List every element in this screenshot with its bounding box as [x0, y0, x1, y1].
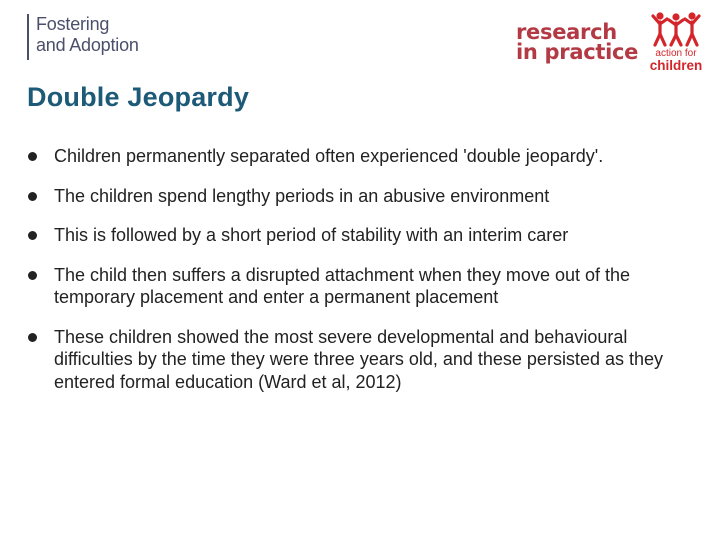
bullet-item: [27, 145, 667, 168]
logo-line-1: Fostering: [36, 14, 110, 34]
afc-line-1: action for: [655, 48, 697, 59]
bullet-text: This is followed by a short period of stability with an interim carer: [54, 225, 569, 245]
bullet-item: [27, 326, 667, 394]
action-for-children-logo: [646, 10, 706, 80]
research-in-practice-logo: [516, 22, 638, 62]
bullet-text: Children permanently separated often experienced 'double jeopardy'.: [54, 146, 604, 166]
bullet-text: The children spend lengthy periods in an abusive environment: [54, 185, 550, 206]
slide-title: Double Jeopardy: [27, 82, 250, 112]
children-figures-icon: [651, 10, 701, 48]
bullet-icon: [28, 333, 37, 342]
afc-line-2: children: [649, 58, 703, 73]
bullet-icon: [28, 152, 37, 161]
bullet-text: The child then suffers a disrupted attachment when they move out of the temporary placement and enter a permanent placement: [54, 264, 631, 307]
logo-line-2: and Adoption: [36, 35, 139, 55]
bullet-text: These children showed the most severe developmental and behavioural difficulties by the time they were three years old, and these persisted as they entered formal education (Ward et al, 2012): [54, 326, 663, 392]
fostering-adoption-logo: [27, 14, 139, 60]
bullet-icon: [28, 271, 37, 280]
rip-line-1: research: [516, 20, 617, 44]
bullet-icon: [28, 192, 37, 201]
bullet-list: [27, 145, 667, 410]
bullet-item: [27, 185, 667, 208]
bullet-item: [27, 264, 667, 309]
bullet-item: [27, 224, 667, 247]
bullet-icon: [28, 231, 37, 240]
rip-line-2: in practice: [516, 40, 639, 64]
